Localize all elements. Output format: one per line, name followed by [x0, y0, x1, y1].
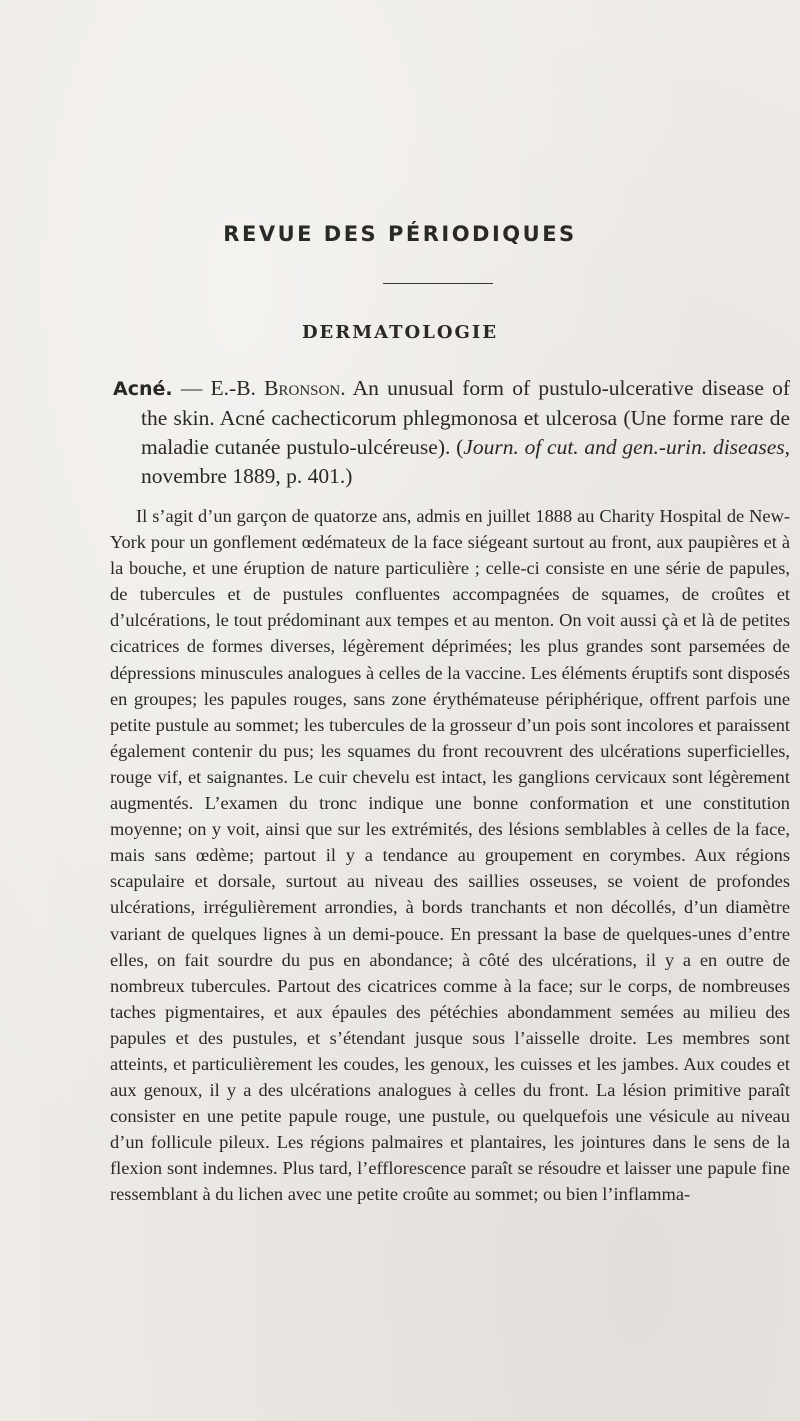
reference-author-initials: E.-B. — [210, 376, 265, 400]
reference-heading: Acné. — [113, 378, 173, 400]
article-body — [110, 503, 790, 1208]
article-reference — [113, 374, 790, 491]
body-paragraph: Il s’agit d’un garçon de quatorze ans, admis en juillet 1888 au Charity Hospital de New-York pour un gonflement œdémateux de la face siégeant surtout au front, aux paupières et à la bouche, et une éruption de nature particulière ; celle-ci consiste en une série de papules, de tubercules et de pustules confluentes accompagnées de squames, de croûtes et d’ulcérations, le tout prédominant aux tempes et au menton. On voit aussi çà et là de petites cicatrices de formes diverses, légèrement déprimées; les plus grandes sont parsemées de dépressions minuscules analogues à celles de la vaccine. Les éléments éruptifs sont disposés en groupes; les papules rouges, sans zone érythémateuse périphérique, offrent parfois une petite pustule au sommet; les tubercules de la grosseur d’un pois sont incolores et paraissent également contenir du pus; les squames du front recouvrent des ulcérations superficielles, rouge vif, et saignantes. Le cuir chevelu est intact, les ganglions cervicaux sont légèrement augmentés. L’examen du tronc indique une bonne conformation et une constitution moyenne; on y voit, ainsi que sur les extrémités, des lésions semblables à celles de la face, mais sans œdème; partout il y a tendance au groupement en corymbes. Aux régions scapulaire et dorsale, surtout au niveau des saillies osseuses, se voient de profondes ulcérations, irrégulièrement arrondies, à bords tranchants et non décollés, d’un diamètre variant de quelques lignes à un demi-pouce. En pressant la base de quelques-unes d’entre elles, on fait sourdre du pus en abondance; à côté des ulcérations, il y a en outre de nombreux tubercules. Partout des cicatrices comme à la face; sur le corps, de nombreuses taches pigmentaires, et aux épaules des pétéchies abondamment semées au milieu des papules et des pustules, et s’étendant jusque sous l’aisselle droite. Les membres sont atteints, et particulièrement les coudes, les genoux, les cuisses et les jambes. Aux coudes et aux genoux, il y a des ulcérations analogues à celles du front. La lésion primitive paraît consister en une petite papule rouge, une pustule, ou quelquefois une vésicule au niveau d’un follicule pileux. Les régions palmaires et plantaires, les jointures dans le sens de la flexion sont indemnes. Plus tard, l’efflorescence paraît se résoudre et laisser une papule fine ressemblant à du lichen avec une petite croûte au sommet; ou bien l’inflamma- — [110, 506, 790, 1205]
section-title: DERMATOLOGIE — [301, 322, 499, 343]
reference-journal: Journ. of cut. and gen.-urin. diseases — [463, 435, 785, 459]
reference-title: . An unusual form of pustulo-ulcerative disease of the skin. Acné cachecticorum phlegmonosa et ulcerosa (Une forme rare de maladie cutanée pustulo-ulcéreuse). ( — [141, 376, 790, 459]
reference-author-name: Bronson — [264, 376, 341, 400]
title-divider — [383, 283, 493, 284]
reference-dash: — — [172, 376, 211, 400]
page-header-title: REVUE DES PÉRIODIQUES — [223, 222, 577, 246]
reference-paragraph — [113, 374, 790, 491]
reference-citation-tail: , novembre 1889, p. 401.) — [141, 435, 790, 488]
